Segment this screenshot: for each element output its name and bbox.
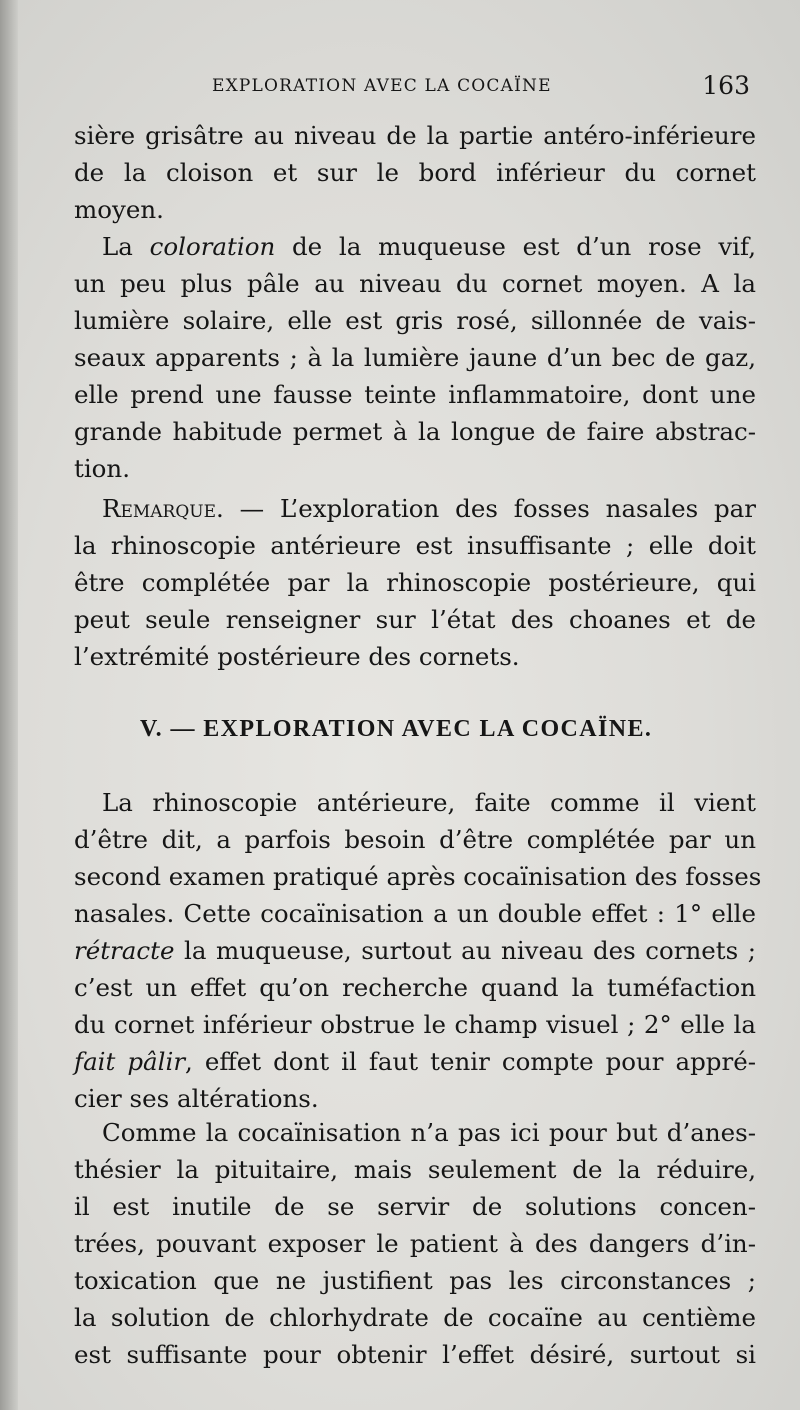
text-line: lumière solaire, elle est gris rosé, sillonnée de vais- (74, 306, 756, 335)
text-line: cier ses altérations. (74, 1084, 319, 1113)
text-line: il est inutile de se servir de solutions concen- (74, 1192, 756, 1221)
text-line: toxication que ne justifient pas les circonstances ; (74, 1266, 756, 1295)
text-line: de la cloison et sur le bord inférieur du cornet (74, 158, 756, 187)
text-line: l’extrémité postérieure des cornets. (74, 642, 520, 671)
text-line: second examen pratiqué après cocaïnisation des fosses (74, 862, 762, 891)
text-line: tion. (74, 454, 130, 483)
text-line (74, 1043, 756, 1080)
text-line: seaux apparents ; à la lumière jaune d’un bec de gaz, (74, 343, 756, 372)
text-line (74, 490, 756, 527)
text-line: c’est un effet qu’on recherche quand la tuméfaction (74, 973, 756, 1002)
text-line: nasales. Cette cocaïnisation a un double effet : 1° elle (74, 899, 756, 928)
paragraph-coloration (74, 228, 756, 487)
running-head: EXPLORATION AVEC LA COCAÏNE (212, 76, 552, 96)
remark-label: Remarque. (102, 494, 224, 523)
paragraph-continuation (74, 117, 756, 228)
text-line: thésier la pituitaire, mais seulement de la réduire, (74, 1155, 756, 1184)
italic-term: coloration (149, 232, 276, 261)
page-binding-shadow (0, 0, 18, 1410)
text-line (74, 228, 756, 265)
text-line: être complétée par la rhinoscopie postérieure, qui (74, 568, 756, 597)
text-line: peut seule renseigner sur l’état des choanes et de (74, 605, 756, 634)
text-line: d’être dit, a parfois besoin d’être complétée par un (74, 825, 756, 854)
text-line: moyen. (74, 195, 164, 224)
text-line (74, 932, 756, 969)
section-heading: V. — EXPLORATION AVEC LA COCAÏNE. (140, 716, 653, 742)
text-line: est suffisante pour obtenir l’effet désiré, surtout si (74, 1340, 756, 1369)
paragraph-rhinoscopy (74, 784, 762, 1117)
text-line: Comme la cocaïnisation n’a pas ici pour but d’anes- (102, 1118, 756, 1147)
italic-term: fait pâlir (74, 1047, 186, 1076)
text-line: la solution de chlorhydrate de cocaïne au centième (74, 1303, 756, 1332)
text-line: du cornet inférieur obstrue le champ visuel ; 2° elle la (74, 1010, 756, 1039)
text-run: La (102, 232, 133, 261)
paragraph-cocainisation (74, 1114, 756, 1373)
page-number: 163 (702, 71, 750, 100)
text-run: , effet dont il faut tenir compte pour appré- (185, 1047, 756, 1076)
paragraph-remark (74, 490, 756, 675)
italic-term: rétracte (74, 936, 175, 965)
text-run: — L’exploration des fosses nasales par (223, 494, 756, 523)
text-line: la rhinoscopie antérieure est insuffisante ; elle doit (74, 531, 756, 560)
text-line: elle prend une fausse teinte inflammatoire, dont une (74, 380, 756, 409)
text-line: trées, pouvant exposer le patient à des dangers d’in- (74, 1229, 756, 1258)
text-line: sière grisâtre au niveau de la partie antéro-inférieure (74, 121, 756, 150)
text-line: La rhinoscopie antérieure, faite comme il vient (102, 788, 756, 817)
text-line: un peu plus pâle au niveau du cornet moyen. A la (74, 269, 756, 298)
text-run: la muqueuse, surtout au niveau des cornets ; (174, 936, 756, 965)
text-line: grande habitude permet à la longue de faire abstrac- (74, 417, 756, 446)
text-run: de la muqueuse est d’un rose vif, (291, 232, 756, 261)
page-header (212, 71, 760, 106)
